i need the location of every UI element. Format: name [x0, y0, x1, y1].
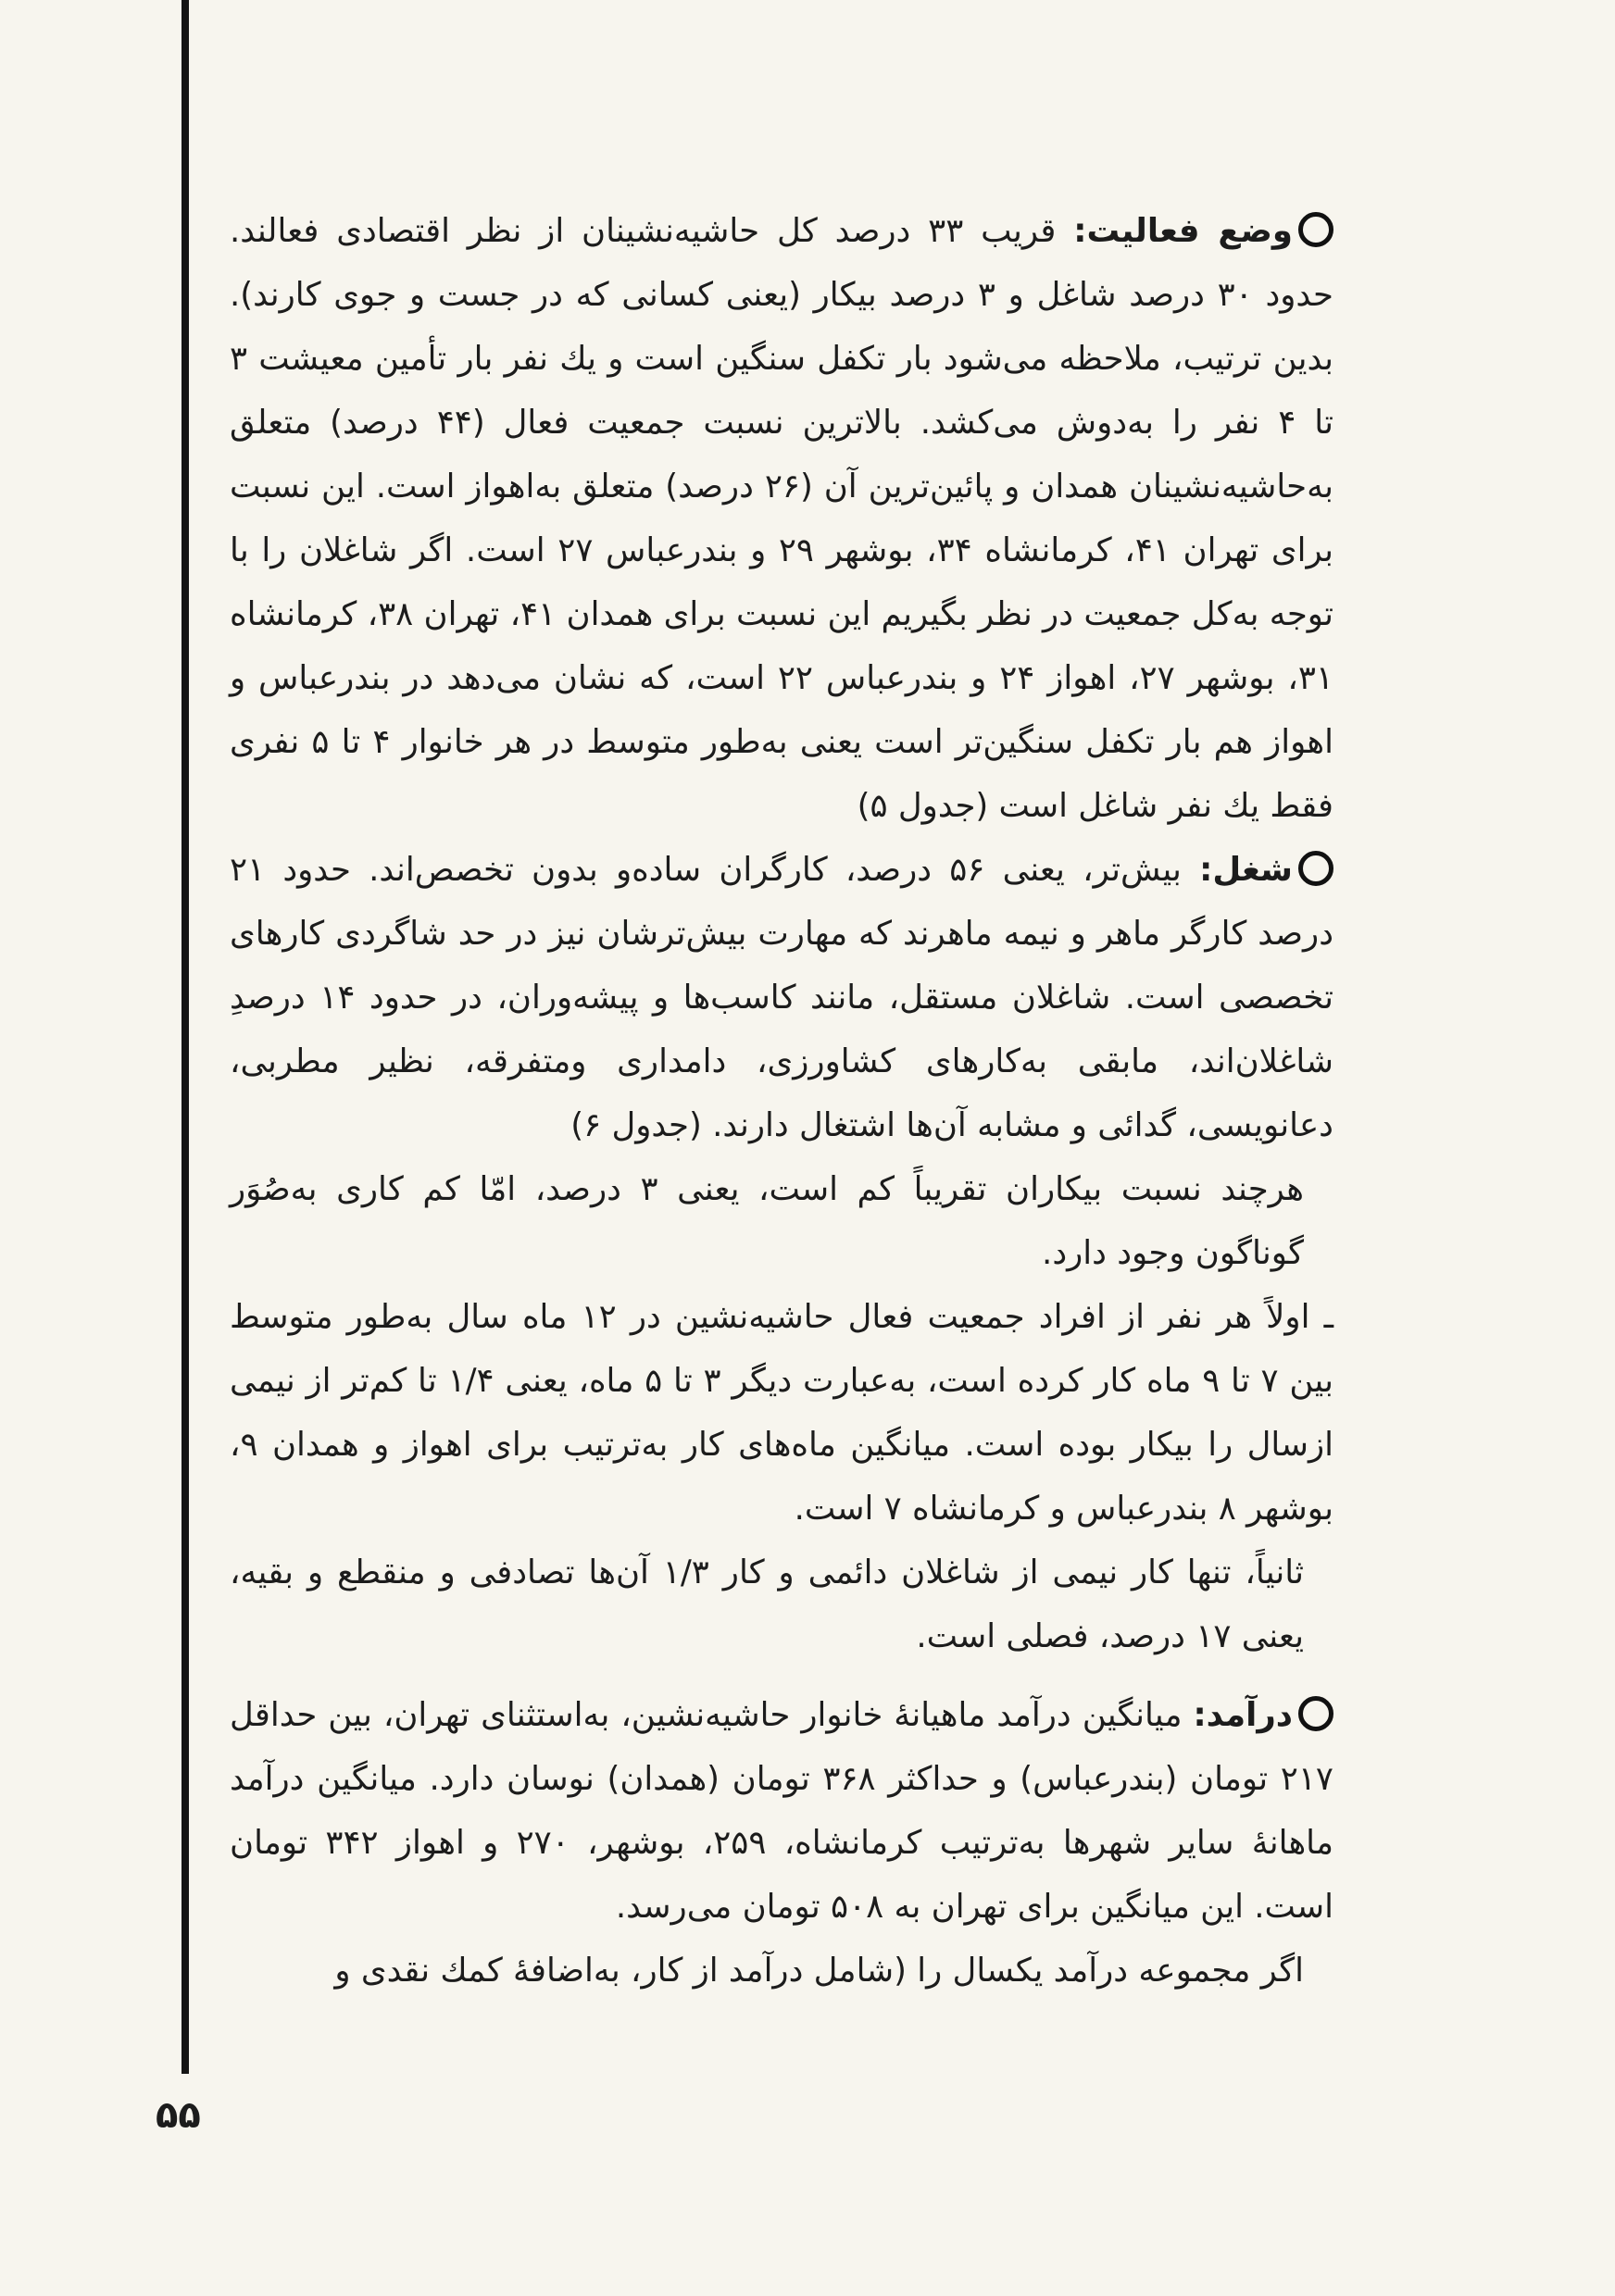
- page-number: ۵۵: [156, 2094, 201, 2137]
- heading-income: درآمد:: [1193, 1696, 1293, 1734]
- heading-activity: وضع فعالیت:: [1073, 212, 1293, 250]
- heading-occupation: شغل:: [1199, 851, 1293, 889]
- text-activity: قریب ۳۳ درصد کل حاشیه‌نشینان از نظر اقتصادی فعالند. حدود ۳۰ درصد شاغل و ۳ درصد بیکار (یعنی کسانی که در جست و جوی کارند). بدین ترتیب، ملاحظه می‌شود بار تکفل سنگین است و یك نفر بار تأمین معیشت ۳ تا ۴ نفر را به‌دوش می‌کشد. بالاترین نسبت جمعیت فعال (۴۴ درصد) متعلق به‌حاشیه‌نشینان همدان و پائین‌ترین آن (۲۶ درصد) متعلق به‌اهواز است. این نسبت برای تهران ۴۱، کرمانشاه ۳۴، بوشهر ۲۹ و بندرعباس ۲۷ است. اگر شاغلان را با توجه به‌کل جمعیت در نظر بگیریم این نسبت برای همدان ۴۱، تهران ۳۸، کرمانشاه ۳۱، بوشهر ۲۷، اهواز ۲۴ و بندرعباس ۲۲ است، که نشان می‌دهد در بندرعباس و اهواز هم بار تکفل سنگین‌تر است یعنی به‌طور متوسط در هر خانوار ۴ تا ۵ نفری فقط یك نفر شاغل است (جدول ۵): [230, 212, 1334, 825]
- paragraph-occupation-secondly: ثانیاً، تنها کار نیمی از شاغلان دائمی و کار ۱/۳ آن‌ها تصادفی و منقطع و بقیه، یعنی ۱۷ درصد، فصلی است.: [230, 1554, 1304, 1655]
- paragraph-income: [230, 1683, 1333, 1939]
- circle-bullet-icon: [1298, 1696, 1333, 1731]
- paragraph-activity: [230, 199, 1333, 838]
- paragraph-occupation: [230, 838, 1333, 1157]
- paragraph-occupation-underemployment: هرچند نسبت بیکاران تقریباً کم است، یعنی ۳ درصد، امّا کم کاری به‌صُوَر گوناگون وجود دارد.: [230, 1170, 1304, 1272]
- margin-vertical-rule: [182, 0, 189, 2074]
- text-income: میانگین درآمد ماهیانهٔ خانوار حاشیه‌نشین، به‌استثنای تهران، بین حداقل ۲۱۷ تومان (بندرعباس) و حداکثر ۳۶۸ تومان (همدان) نوسان دارد. میانگین درآمد ماهانهٔ سایر شهرها به‌ترتیب کرمانشاه، ۲۵۹، بوشهر، ۲۷۰ و اهواز ۳۴۲ تومان است. این میانگین برای تهران به ۵۰۸ تومان می‌رسد.: [230, 1696, 1333, 1926]
- paragraph-occupation-firstly: ـ اولاً هر نفر از افراد جمعیت فعال حاشیه‌نشین در ۱۲ ماه سال به‌طور متوسط بین ۷ تا ۹ ماه کار کرده است، به‌عبارت دیگر ۳ تا ۵ ماه، یعنی ۱/۴ تا کم‌تر از نیمی ازسال را بیکار بوده است. میانگین ماه‌های کار به‌ترتیب برای اهواز و همدان ۹، بوشهر ۸ بندرعباس و کرمانشاه ۷ است.: [230, 1298, 1334, 1528]
- text-occupation: بیش‌تر، یعنی ۵۶ درصد، کارگران ساده‌و بدون تخصص‌اند. حدود ۲۱ درصد کارگر ماهر و نیمه ماهرند که مهارت بیش‌ترشان نیز در حد شاگردی کارهای تخصصی است. شاغلان مستقل، مانند کاسب‌ها و پیشه‌وران، در حدود ۱۴ درصدِ شاغلان‌اند، مابقی به‌کارهای کشاورزی، دامداری ومتفرقه، نظیر مطربی، دعانویسی، گدائی و مشابه آن‌ها اشتغال دارند. (جدول ۶): [230, 851, 1333, 1144]
- body-text: [230, 199, 1333, 2003]
- paragraph-income-continued: اگر مجموعه درآمد یکسال را (شامل درآمد از کار، به‌اضافهٔ کمك نقدی و: [334, 1952, 1304, 1990]
- circle-bullet-icon: [1298, 851, 1333, 886]
- circle-bullet-icon: [1298, 212, 1333, 247]
